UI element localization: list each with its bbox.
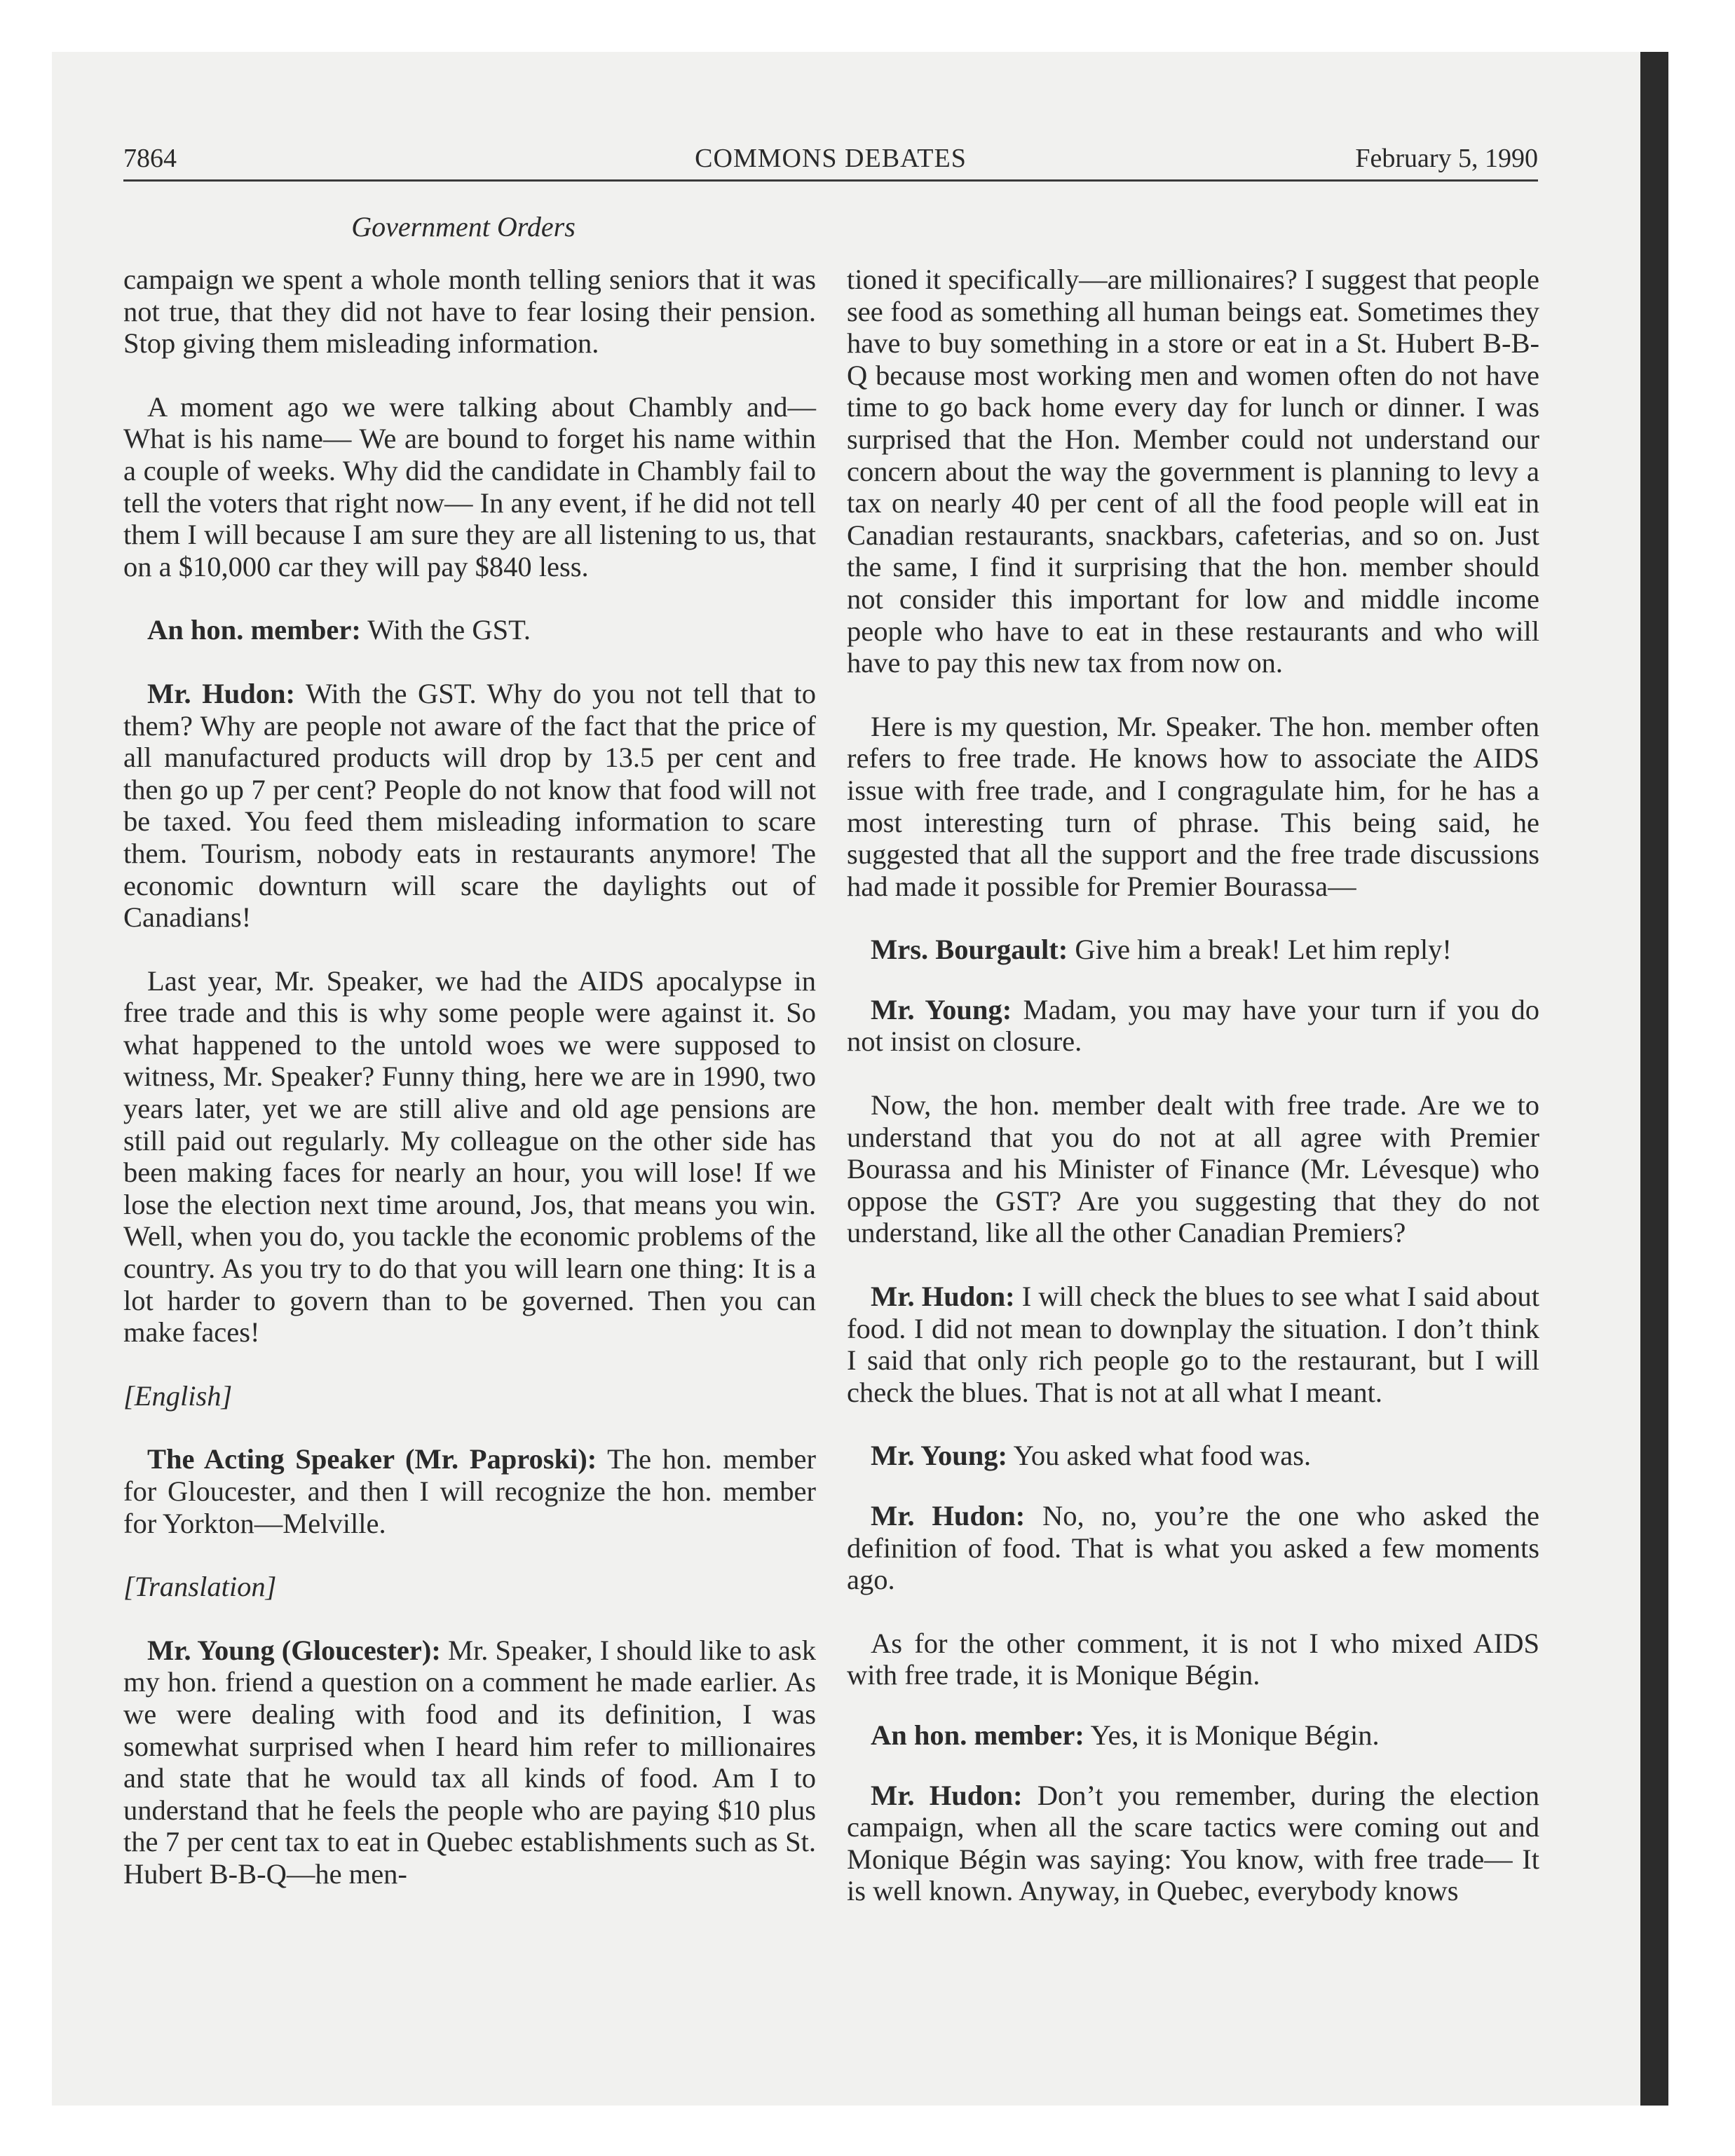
speaker-name: An hon. member:	[147, 614, 361, 646]
publication-title: COMMONS DEBATES	[695, 144, 967, 173]
paragraph: An hon. member: Yes, it is Monique Bégin.	[871, 1719, 1380, 1751]
paragraph: Mr. Hudon: With the GST. Why do you not tell that to them? Why are people not aware of the fact that the price of all manufactured products will drop by 13.5 per cent and then go up 7 per cent? People do not know that food will not be taxed. You feed them misleading information to scare them. Tourism, nobody eats in restaurants anymore! The economic downturn will scare the daylights out of Canadians!	[123, 677, 816, 934]
paragraph: Mr. Young (Gloucester): Mr. Speaker, I should like to ask my hon. friend a question on a comment he made earlier. As we were dealing with food and its definition, I was somewhat surprised when I heard him refer to millionaires and state that he would tax all kinds of food. Am I to understand that he feels the people who are paying $10 plus the 7 per cent tax to eat in Quebec establishments such as St. Hubert B-B-Q—he men-	[123, 1634, 816, 1890]
right-column	[847, 264, 1539, 1939]
speaker-name: Mrs. Bourgault:	[871, 934, 1068, 966]
paragraph: An hon. member: With the GST.	[147, 614, 531, 646]
paragraph: Mr. Hudon: Don’t you remember, during the election campaign, when all the scare tactics were coming out and Monique Bégin was saying: You know, with free trade— It is well known. Anyway, in Quebec, everybody knows	[847, 1779, 1540, 1907]
left-column	[123, 264, 816, 1922]
speaker-name: Mr. Young (Gloucester):	[147, 1634, 441, 1666]
speaker-name: Mr. Hudon:	[871, 1500, 1026, 1531]
language-tag: [English]	[123, 1379, 233, 1412]
paragraph: Now, the hon. member dealt with free trade. Are we to understand that you do not at all agree with Premier Bourassa and his Minister of Finance (Mr. Lévesque) who oppose the GST? Are you suggesting that they do not understand, like all the other Canadian Premiers?	[847, 1089, 1539, 1249]
paragraph: The Acting Speaker (Mr. Paproski): The hon. member for Gloucester, and then I will recognize the hon. member for Yorkton—Melville.	[123, 1443, 816, 1539]
paragraph: Mrs. Bourgault: Give him a break! Let him reply!	[871, 934, 1452, 966]
speaker-name: Mr. Hudon:	[871, 1779, 1023, 1811]
paragraph: Last year, Mr. Speaker, we had the AIDS apocalypse in free trade and this is why some people were against it. So what happened to the untold woes we were supposed to witness, Mr. Speaker? Funny thing, here we are in 1990, two years later, yet we are still alive and old age pensions are still paid out regularly. My colleague on the other side has been making faces for nearly an hour, you will lose! If we lose the election next time around, Jos, that means you win. Well, when you do, you tackle the economic problems of the country. As you try to do that you will learn one thing: It is a lot harder to govern than to be governed. Then you can make faces!	[123, 964, 816, 1349]
paragraph: Mr. Hudon: No, no, you’re the one who asked the definition of food. That is what you asked a few moments ago.	[847, 1500, 1540, 1596]
scan-edge-bar	[1640, 52, 1668, 2106]
paragraph: campaign we spent a whole month telling seniors that it was not true, that they did not have to fear losing their pension. Stop giving them misleading information.	[123, 264, 816, 360]
language-tag: [Translation]	[123, 1571, 277, 1603]
page-number: 7864	[123, 144, 177, 173]
speaker-name: Mr. Young:	[871, 1440, 1008, 1472]
speaker-name: Mr. Young:	[871, 993, 1012, 1025]
paragraph: Here is my question, Mr. Speaker. The hon. member often refers to free trade. He knows how to associate the AIDS issue with free trade, and I congragulate him, for he has a most interesting turn of phrase. This being said, he suggested that all the support and the free trade discussions had made it possible for Premier Bourassa—	[847, 710, 1539, 902]
speaker-name: An hon. member:	[871, 1719, 1084, 1751]
section-title: Government Orders	[351, 211, 576, 243]
paragraph: Mr. Hudon: I will check the blues to see what I said about food. I did not mean to downplay the situation. I don’t think I said that only rich people go to the restaurant, but I will check the blues. That is not at all what I meant.	[847, 1281, 1540, 1408]
publication-date: February 5, 1990	[1355, 144, 1538, 173]
speaker-name: Mr. Hudon:	[871, 1281, 1015, 1313]
paragraph: As for the other comment, it is not I who mixed AIDS with free trade, it is Monique Bégin.	[847, 1627, 1539, 1691]
paragraph: A moment ago we were talking about Chambly and— What is his name— We are bound to forget his name within a couple of weeks. Why did the candidate in Chambly fail to tell the voters that right now— In any event, if he did not tell them I will because I am sure they are all listening to us, that on a $10,000 car they will pay $840 less.	[123, 390, 816, 582]
paragraph: Mr. Young: You asked what food was.	[871, 1440, 1312, 1472]
paragraph: tioned it specifically—are millionaires? I suggest that people see food as something all human beings eat. Sometimes they have to buy something in a store or eat in a St. Hubert B-B-Q because most working men and women often do not have time to go back home every day for lunch or dinner. I was surprised that the Hon. Member could not understand our concern about the way the government is planning to levy a tax on nearly 40 per cent of all the food people will eat in Canadian restaurants, snackbars, cafeterias, and so on. Just the same, I find it surprising that the hon. member should not consider this important for low and middle income people who have to eat in these restaurants and who will have to pay this new tax from now on.	[847, 264, 1539, 679]
speaker-name: The Acting Speaker (Mr. Paproski):	[147, 1443, 597, 1475]
page-header	[123, 137, 1538, 182]
speaker-name: Mr. Hudon:	[147, 677, 296, 709]
paragraph: Mr. Young: Madam, you may have your turn if you do not insist on closure.	[847, 993, 1540, 1058]
